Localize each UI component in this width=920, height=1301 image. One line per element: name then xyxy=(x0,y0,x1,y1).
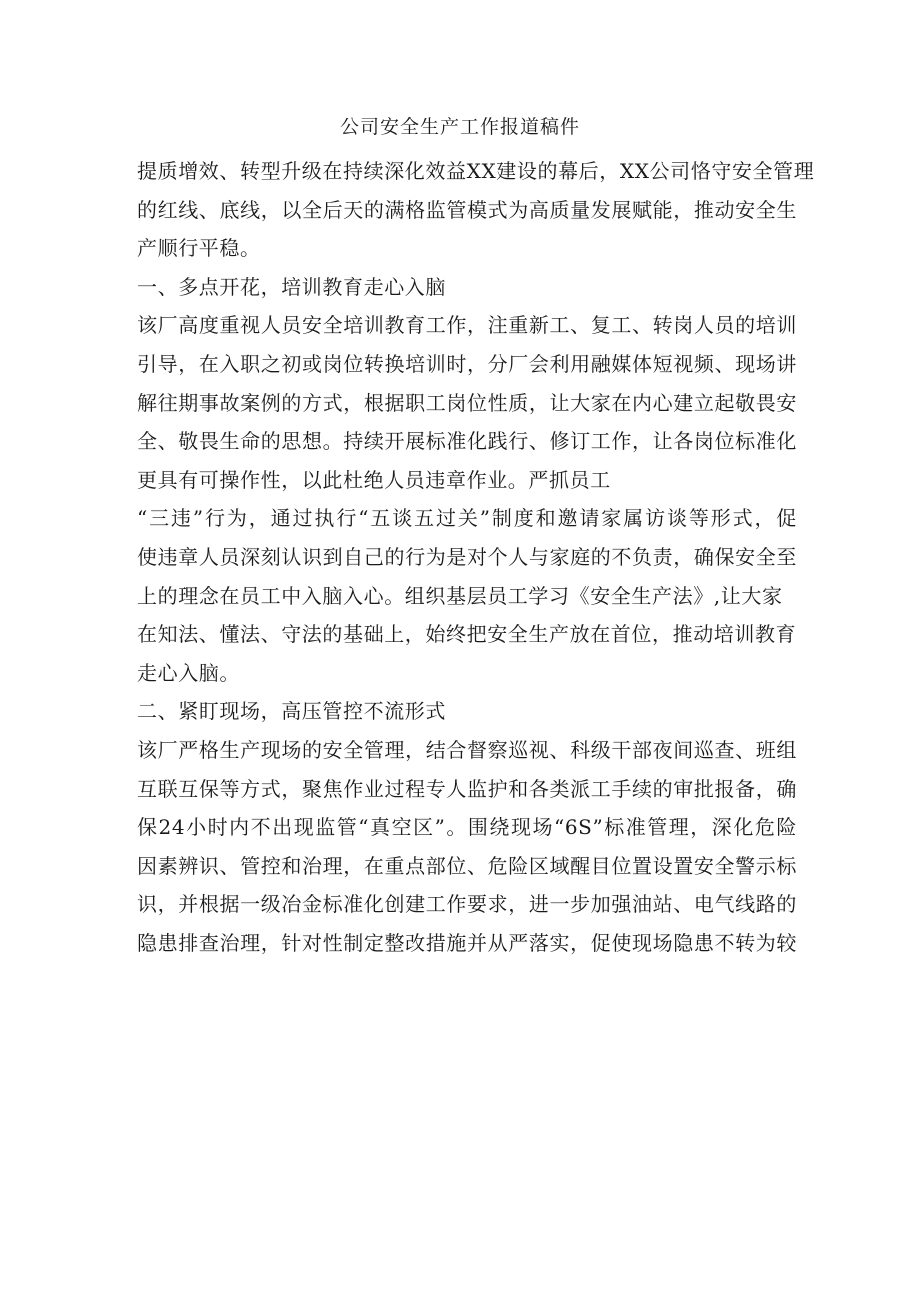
paragraph-line: 隐患排查治理，针对性制定整改措施并从严落实，促使现场隐患不转为较 xyxy=(137,930,797,955)
document-body xyxy=(137,152,815,962)
paragraph-line: 全、敬畏生命的思想。持续开展标准化践行、修订工作，让各岗位标准化 xyxy=(137,429,797,454)
paragraph-line: 提质增效、转型升级在持续深化效益XX建设的幕后，XX公司恪守安全管理 xyxy=(137,159,815,183)
paragraph-line: 互联互保等方式，聚焦作业过程专人监护和各类派工手续的审批报备，确 xyxy=(137,776,797,801)
paragraph-line: 该厂高度重视人员安全培训教育工作，注重新工、复工、转岗人员的培训 xyxy=(137,313,797,338)
paragraph-line: “三违”行为，通过执行“五谈五过关”制度和邀请家属访谈等形式，促 xyxy=(137,506,797,531)
paragraph-line: 该厂严格生产现场的安全管理，结合督察巡视、科级干部夜间巡查、班组 xyxy=(137,737,797,762)
paragraph-line: 保24小时内不出现监管“真空区”。围绕现场“6S”标准管理，深化危险 xyxy=(137,815,797,840)
paragraph-line: 产顺行平稳。 xyxy=(137,236,261,261)
paragraph-line: 在知法、懂法、守法的基础上，始终把安全生产放在首位，推动培训教育 xyxy=(137,622,797,647)
paragraph-line: 引导，在入职之初或岗位转换培训时，分厂会利用融媒体短视频、现场讲 xyxy=(137,351,797,376)
paragraph-line: 使违章人员深刻认识到自己的行为是对个人与家庭的不负责，确保安全至 xyxy=(137,544,797,569)
paragraph-line: 的红线、底线，以全后天的满格监管模式为高质量发展赋能，推动安全生 xyxy=(137,197,797,222)
paragraph-line: 更具有可操作性，以此杜绝人员违章作业。严抓员工 xyxy=(137,467,611,492)
document-title: 公司安全生产工作报道稿件 xyxy=(339,116,580,138)
section-heading-2: 二、紧盯现场，高压管控不流形式 xyxy=(137,699,446,724)
paragraph-line: 解往期事故案例的方式，根据职工岗位性质，让大家在内心建立起敬畏安 xyxy=(137,390,797,415)
paragraph-line: 上的理念在员工中入脑入心。组织基层员工学习《安全生产法》,让大家 xyxy=(137,583,783,608)
paragraph-line: 走心入脑。 xyxy=(137,660,240,685)
paragraph-line: 识，并根据一级冶金标准化创建工作要求，进一步加强油站、电气线路的 xyxy=(137,892,797,917)
section-heading-1: 一、多点开花，培训教育走心入脑 xyxy=(137,274,446,299)
paragraph-line: 因素辨识、管控和治理，在重点部位、危险区域醒目位置设置安全警示标 xyxy=(137,853,797,878)
